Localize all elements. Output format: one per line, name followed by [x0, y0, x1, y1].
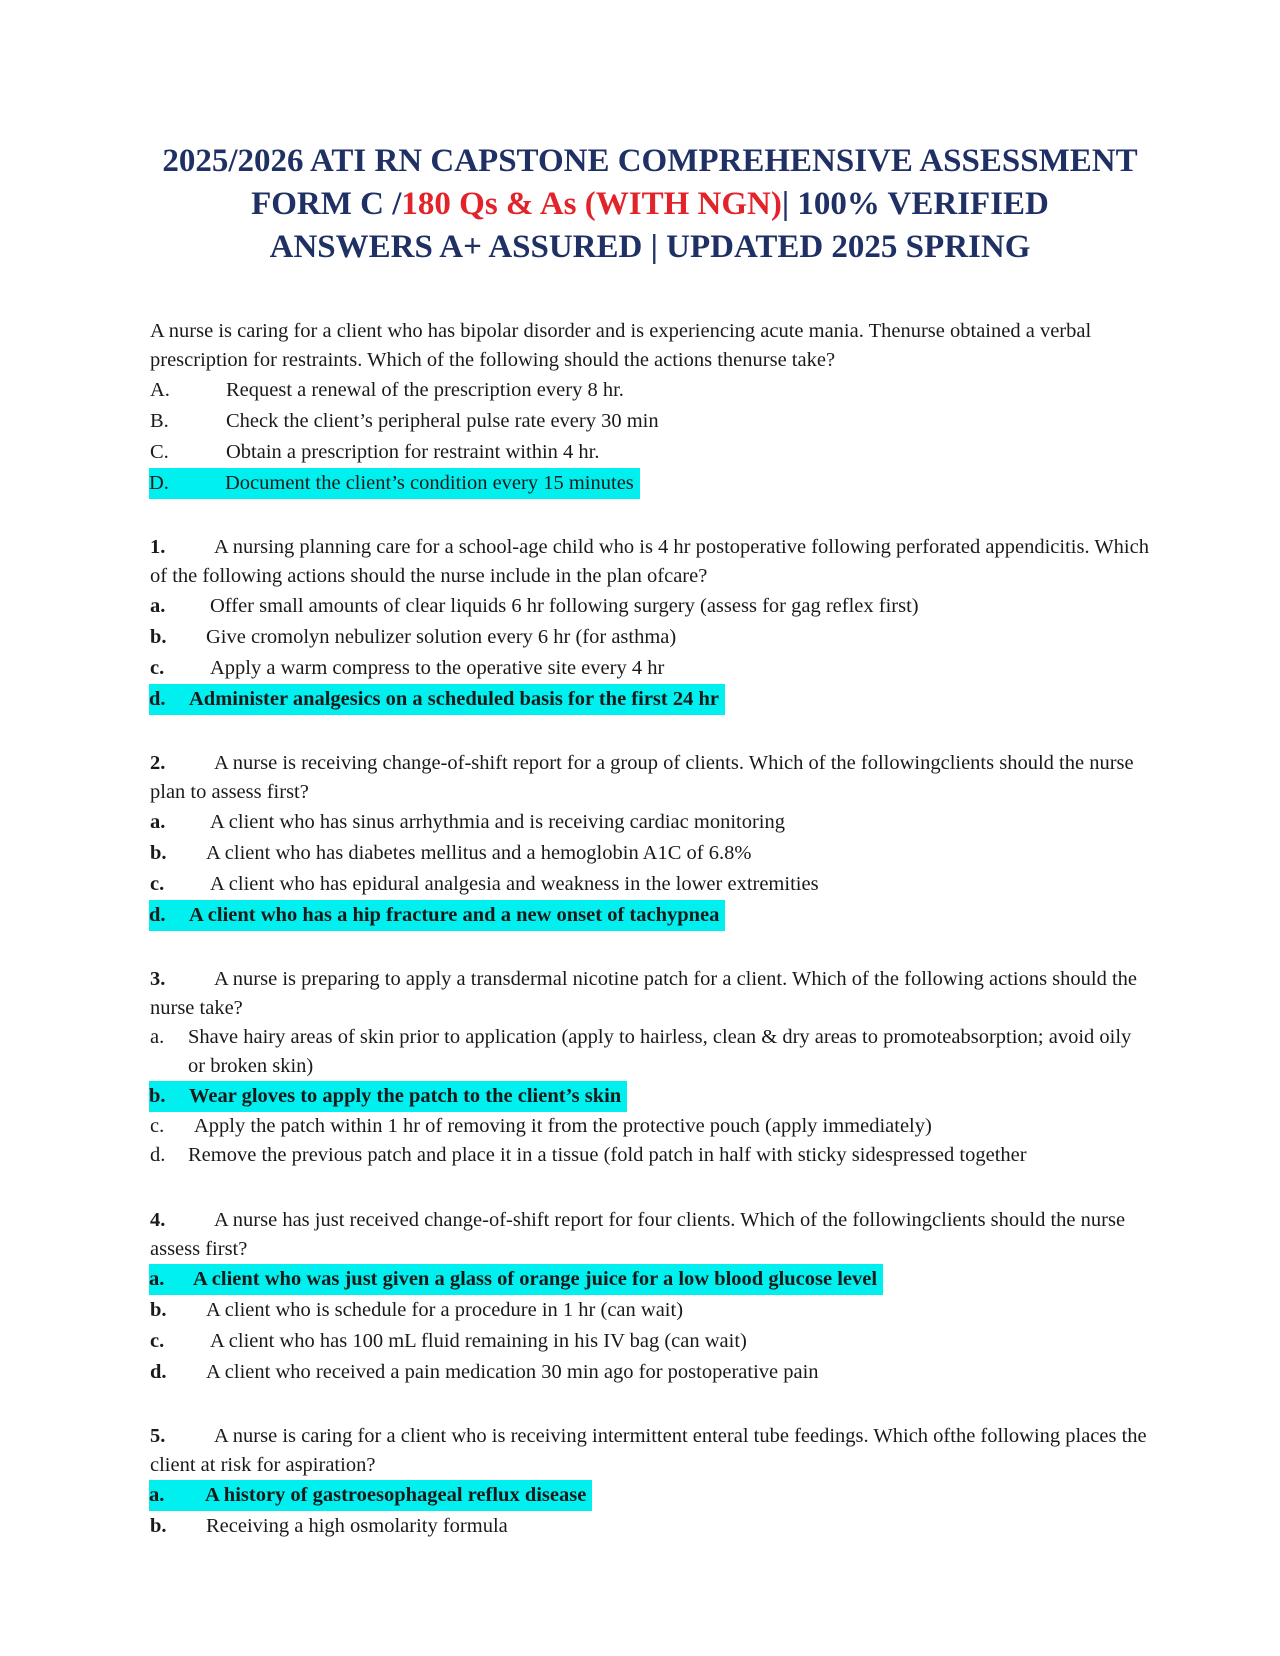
option-text: Wear gloves to apply the patch to the client’s skin: [189, 1085, 622, 1107]
answer-highlight: [149, 1081, 627, 1112]
question-text: A nurse is receiving change-of-shift report for a group of clients. Which of the followingclients should the nurse plan to assess first?: [150, 752, 1134, 803]
option-text: A client who has epidural analgesia and weakness in the lower extremities: [210, 873, 819, 895]
option-letter: c.: [150, 657, 165, 679]
option-c: [150, 653, 1150, 684]
option-text: A client who has diabetes mellitus and a hemoglobin A1C of 6.8%: [206, 842, 752, 864]
question-1: [150, 533, 1150, 715]
option-letter: b.: [150, 1299, 167, 1321]
option-text: Offer small amounts of clear liquids 6 hr following surgery (assess for gag reflex first): [210, 595, 919, 617]
option-d-correct-answer: [150, 684, 1150, 715]
option-d-correct-answer: [150, 468, 1150, 499]
option-text: A client who has sinus arrhythmia and is receiving cardiac monitoring: [210, 811, 785, 833]
option-b-correct-answer: [150, 1081, 1150, 1112]
question-text: A nurse is preparing to apply a transdermal nicotine patch for a client. Which of the following actions should the nurse take?: [150, 968, 1138, 1019]
option-letter: a.: [149, 1268, 165, 1290]
title-question-count: 180 Qs & As (WITH NGN): [401, 186, 782, 222]
option-c: [150, 1326, 1150, 1357]
option-text: A client who received a pain medication 30 min ago for postoperative pain: [206, 1361, 819, 1383]
question-stem: [150, 533, 1150, 591]
option-letter: B.: [150, 410, 169, 432]
question-5: [150, 1422, 1150, 1542]
option-letter: d.: [150, 1144, 166, 1166]
option-b: [150, 1295, 1150, 1326]
option-b: [150, 406, 1150, 437]
option-letter: a.: [150, 595, 166, 617]
intro-question: [150, 317, 1150, 499]
option-letter: d.: [150, 1361, 167, 1383]
question-stem: [150, 749, 1150, 807]
answer-highlight: [149, 900, 725, 931]
option-c: [150, 869, 1150, 900]
option-letter: b.: [150, 842, 167, 864]
option-b: [150, 1511, 1150, 1542]
option-letter: c.: [150, 1330, 165, 1352]
question-3: [150, 965, 1150, 1172]
option-text: A client who was just given a glass of orange juice for a low blood glucose level: [193, 1268, 878, 1290]
option-a: [150, 807, 1150, 838]
option-text: Shave hairy areas of skin prior to application (apply to hairless, clean & dry areas to promoteabsorption; avoid oily or broken skin): [188, 1026, 1132, 1077]
option-text: Obtain a prescription for restraint within 4 hr.: [226, 441, 600, 463]
option-text: Apply the patch within 1 hr of removing it from the protective pouch (apply immediately): [194, 1115, 932, 1137]
option-letter: b.: [150, 1515, 167, 1537]
document-title: [150, 140, 1150, 269]
title-line-1: 2025/2026 ATI RN CAPSTONE COMPREHENSIVE ASSESSMENT: [162, 143, 1138, 179]
title-form: FORM C /: [251, 186, 402, 222]
option-text: Apply a warm compress to the operative site every 4 hr: [210, 657, 665, 679]
title-verified: | 100% VERIFIED: [781, 186, 1049, 222]
option-letter: a.: [149, 1484, 165, 1506]
answer-highlight: [149, 1264, 883, 1295]
question-number: 5.: [150, 1425, 166, 1447]
option-d: [150, 1141, 1150, 1172]
option-text: Remove the previous patch and place it in a tissue (fold patch in half with sticky sidespressed together: [188, 1144, 1027, 1166]
option-text: A client who has a hip fracture and a new onset of tachypnea: [189, 904, 720, 926]
question-number: 4.: [150, 1209, 166, 1231]
option-letter: b.: [149, 1085, 166, 1107]
option-text: Document the client’s condition every 15 minutes: [225, 472, 634, 494]
option-text: Receiving a high osmolarity formula: [206, 1515, 508, 1537]
question-number: 1.: [150, 536, 166, 558]
option-letter: a.: [150, 1026, 165, 1048]
option-letter: c.: [150, 1115, 165, 1137]
option-a-correct-answer: [150, 1264, 1150, 1295]
option-a: [150, 591, 1150, 622]
option-text: Give cromolyn nebulizer solution every 6 hr (for asthma): [206, 626, 677, 648]
question-text: A nursing planning care for a school-age child who is 4 hr postoperative following perforated appendicitis. Which of the following actions should the nurse include in the plan ofcare?: [150, 536, 1149, 587]
option-c: [150, 1112, 1150, 1141]
answer-highlight: [149, 684, 725, 715]
option-a-correct-answer: [150, 1480, 1150, 1511]
option-text: A client who is schedule for a procedure in 1 hr (can wait): [206, 1299, 684, 1321]
question-text: A nurse is caring for a client who is receiving intermittent enteral tube feedings. Which ofthe following places the client at risk for aspiration?: [150, 1425, 1147, 1476]
option-letter: D.: [149, 472, 169, 494]
option-a: [150, 1023, 1150, 1081]
option-letter: c.: [150, 873, 165, 895]
question-stem: [150, 965, 1150, 1023]
option-text: A client who has 100 mL fluid remaining in his IV bag (can wait): [210, 1330, 747, 1352]
option-b: [150, 838, 1150, 869]
answer-highlight: [149, 468, 640, 499]
option-letter: b.: [150, 626, 167, 648]
option-text: Check the client’s peripheral pulse rate every 30 min: [226, 410, 659, 432]
option-letter: C.: [150, 441, 169, 463]
option-d: [150, 1357, 1150, 1388]
question-number: 2.: [150, 752, 166, 774]
option-letter: d.: [149, 904, 166, 926]
title-line-2: [150, 183, 1150, 226]
question-stem: [150, 1422, 1150, 1480]
question-2: [150, 749, 1150, 931]
title-line-3: ANSWERS A+ ASSURED | UPDATED 2025 SPRING: [269, 229, 1031, 265]
option-letter: a.: [150, 811, 166, 833]
option-text: Request a renewal of the prescription every 8 hr.: [226, 379, 624, 401]
option-letter: d.: [149, 688, 166, 710]
question-stem: [150, 1206, 1150, 1264]
option-text: A history of gastroesophageal reflux disease: [205, 1484, 587, 1506]
question-number: 3.: [150, 968, 166, 990]
question-text: A nurse has just received change-of-shift report for four clients. Which of the followingclients should the nurse assess first?: [150, 1209, 1126, 1260]
question-stem: A nurse is caring for a client who has bipolar disorder and is experiencing acute mania. Thenurse obtained a verbal prescription for restraints. Which of the following should the actions thenurse take?: [150, 320, 1092, 371]
option-letter: A.: [150, 379, 170, 401]
option-c: [150, 437, 1150, 468]
question-4: [150, 1206, 1150, 1388]
option-a: [150, 375, 1150, 406]
option-d-correct-answer: [150, 900, 1150, 931]
option-text: Administer analgesics on a scheduled basis for the first 24 hr: [189, 688, 719, 710]
answer-highlight: [149, 1480, 592, 1511]
option-b: [150, 622, 1150, 653]
